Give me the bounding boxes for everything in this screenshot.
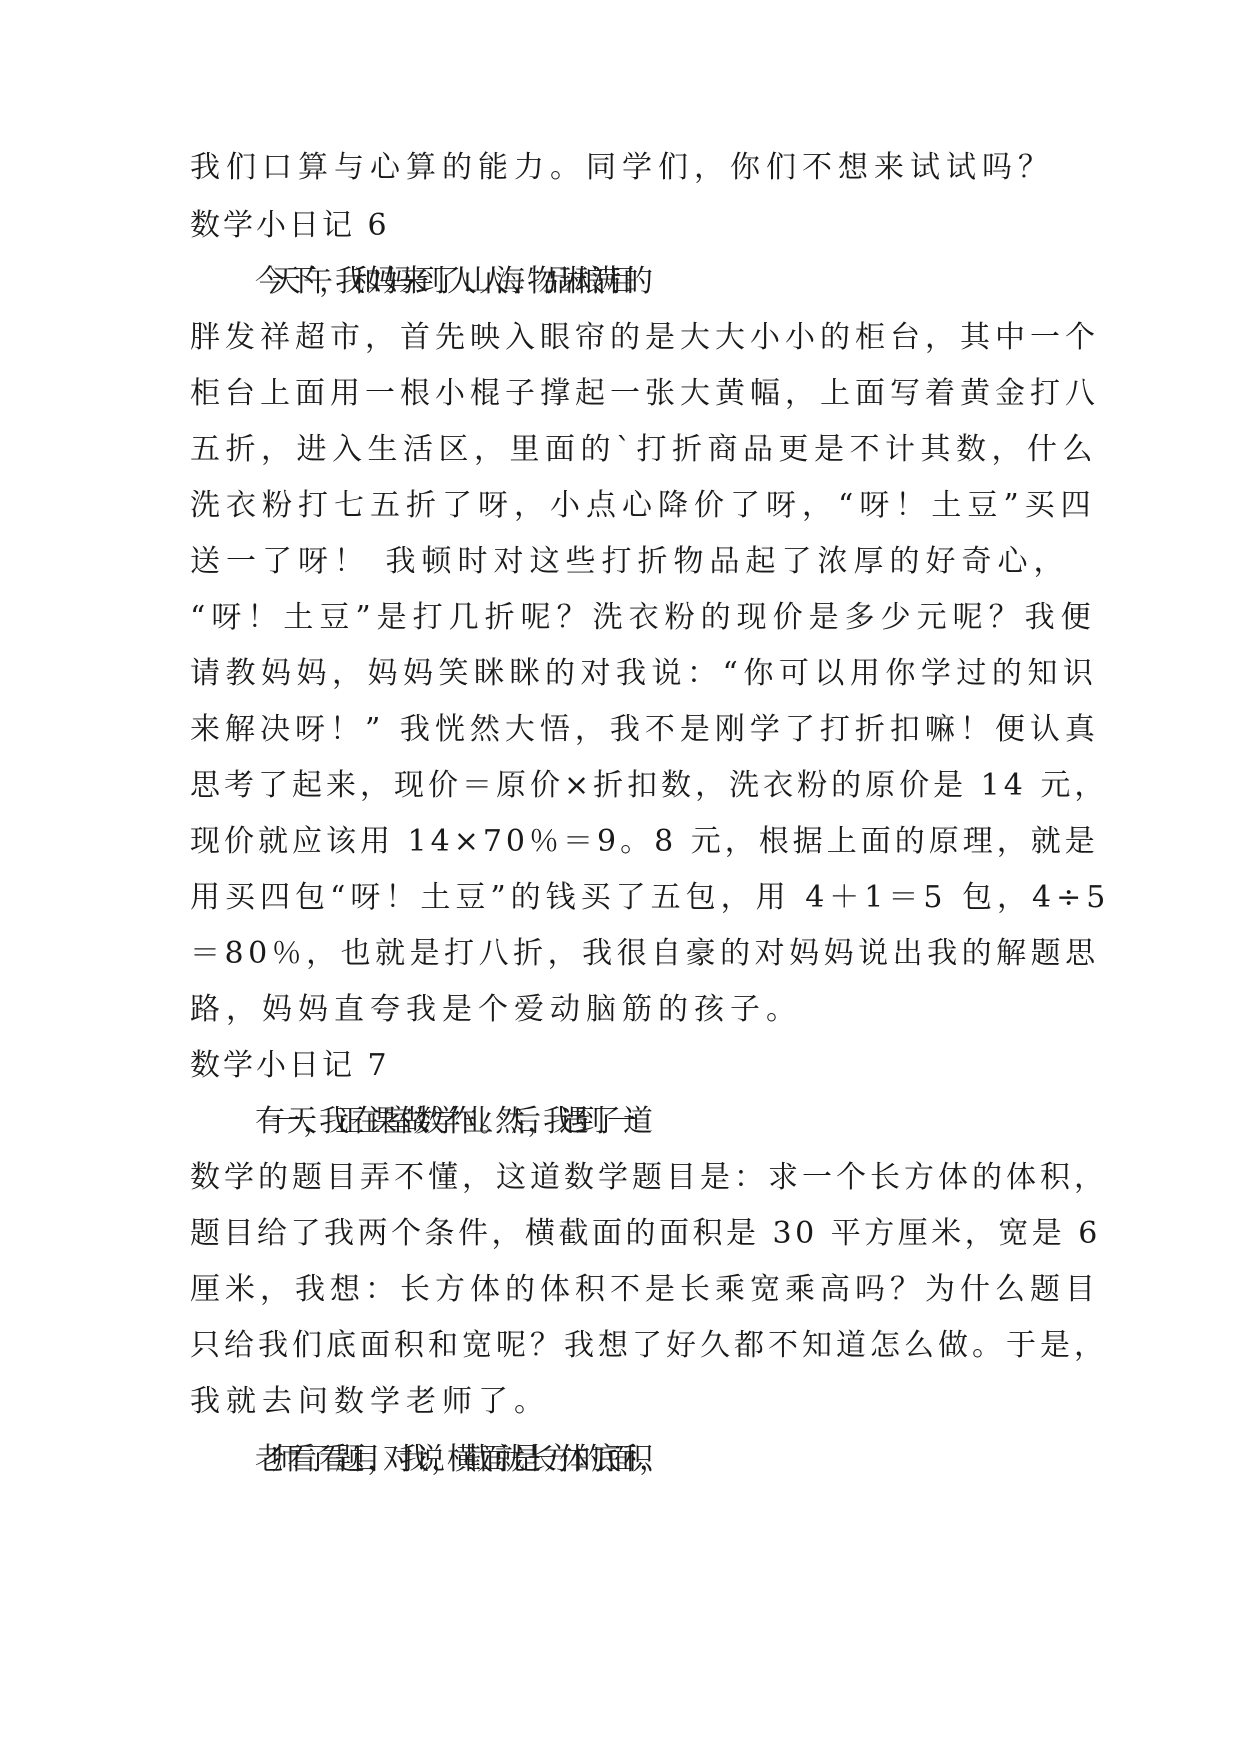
section-heading: 数学小日记 6 — [190, 208, 390, 243]
paragraph-line: 我就去问数学老师了。 — [190, 1384, 550, 1419]
paragraph-line: 现价就应该用 14×70％＝9。8 元，根据上面的原理，就是 — [190, 824, 1099, 859]
paragraph-line: “呀！土豆”是打几折呢？洗衣粉的现价是多少元呢？我便 — [190, 600, 1097, 635]
paragraph-line: 老师看了看题目，对我说，横截面就是长方体的底面积， — [255, 1442, 655, 1477]
paragraph-line: 数学的题目弄不懂，这道数学题目是：求一个长方体的体积， — [190, 1160, 1108, 1195]
paragraph-line: 柜台上面用一根小棍子撑起一张大黄幅，上面写着黄金打八 — [190, 376, 1100, 411]
paragraph-line: 胖发祥超市，首先映入眼帘的是大大小小的柜台，其中一个 — [190, 320, 1100, 355]
paragraph-line: 路，妈妈直夸我是个爱动脑筋的孩子。 — [190, 992, 802, 1027]
paragraph-line: 用买四包“呀！土豆”的钱买了五包，用 4＋1＝5 包，4÷5 — [190, 880, 1111, 915]
paragraph-line: 五折，进入生活区，里面的`打折商品更是不计其数，什么 — [190, 432, 1098, 467]
paragraph-line: ＝80％，也就是打八折，我很自豪的对妈妈说出我的解题思 — [190, 936, 1100, 971]
paragraph-line: 厘米，我想：长方体的体积不是长乘宽乘高吗？为什么题目 — [190, 1272, 1100, 1307]
paragraph-line: 题目给了我两个条件，横截面的面积是 30 平方厘米，宽是 6 — [190, 1216, 1101, 1251]
paragraph-line: 今天下午，我和妈妈来到了人山人海、物品琳琅满目的 — [255, 264, 639, 299]
paragraph-line: 洗衣粉打七五折了呀，小点心降价了呀，“呀！土豆”买四 — [190, 488, 1097, 523]
section-heading: 数学小日记 7 — [190, 1048, 390, 1083]
paragraph-line: 请教妈妈，妈妈笑眯眯的对我说：“你可以用你学过的知识 — [190, 656, 1099, 691]
paragraph-line: 送一了呀！ 我顿时对这些打折物品起了浓厚的好奇心， — [190, 544, 1070, 579]
paragraph-line: 我们口算与心算的能力。同学们，你们不想来试试吗？ — [190, 150, 1054, 185]
paragraph-line: 思考了起来，现价＝原价×折扣数，洗衣粉的原价是 14 元， — [190, 768, 1109, 803]
paragraph-line: 只给我们底面积和宽呢？我想了好久都不知道怎么做。于是， — [190, 1328, 1108, 1363]
paragraph-line: 来解决呀！” 我恍然大悟，我不是刚学了打折扣嘛！便认真 — [190, 712, 1100, 747]
paragraph-line: 有一天，我正在课室做数学作业。然后，我遇到了一道 — [255, 1104, 639, 1139]
